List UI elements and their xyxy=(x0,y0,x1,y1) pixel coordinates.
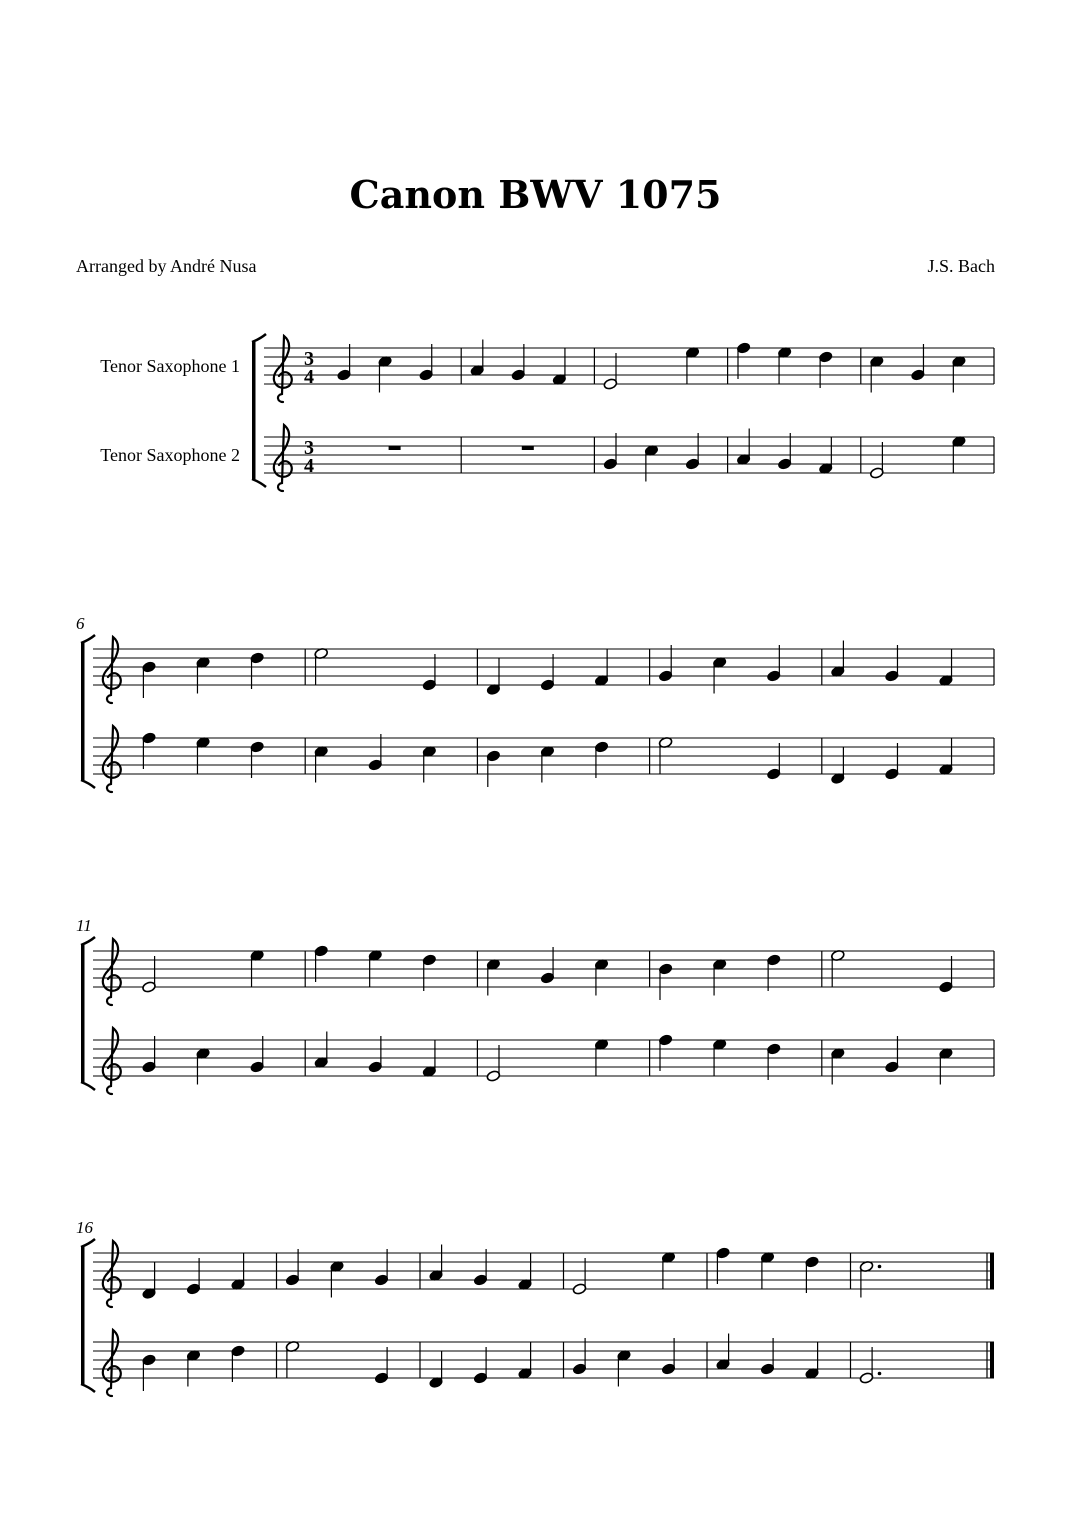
instrument-name: Tenor Saxophone 2 xyxy=(100,445,240,465)
system-bracket xyxy=(252,342,256,479)
staff-1 xyxy=(93,637,994,703)
arranger-credit: Arranged by André Nusa xyxy=(76,256,257,276)
bracket-top-hook xyxy=(81,937,95,945)
bracket-top-hook xyxy=(81,635,95,643)
bracket-bottom-hook xyxy=(252,479,266,487)
system-bracket xyxy=(81,945,85,1082)
treble-clef-icon xyxy=(274,425,292,491)
whole-rest xyxy=(522,446,534,451)
measure-number: 6 xyxy=(76,614,85,633)
staff-2 xyxy=(93,1330,994,1396)
system-1 xyxy=(100,334,994,491)
treble-clef-icon xyxy=(274,336,292,402)
treble-clef-icon xyxy=(103,939,121,1005)
staff-1 xyxy=(100,336,994,402)
time-signature-bottom: 4 xyxy=(304,366,314,388)
bracket-top-hook xyxy=(81,1239,95,1247)
system-3 xyxy=(76,916,994,1094)
system-4 xyxy=(76,1218,994,1396)
treble-clef-icon xyxy=(103,1028,121,1094)
staff-2 xyxy=(93,1028,994,1094)
bracket-bottom-hook xyxy=(81,780,95,788)
staff-2 xyxy=(93,726,994,792)
dot xyxy=(878,1265,882,1269)
bracket-bottom-hook xyxy=(81,1384,95,1392)
staff-1 xyxy=(93,1241,994,1307)
dot xyxy=(878,1372,882,1376)
treble-clef-icon xyxy=(103,1330,121,1396)
measure-number: 11 xyxy=(76,916,92,935)
treble-clef-icon xyxy=(103,637,121,703)
score-title: Canon BWV 1075 xyxy=(349,172,722,217)
measure-number: 16 xyxy=(76,1218,93,1237)
time-signature-top: 3 xyxy=(304,437,314,459)
time-signature-bottom: 4 xyxy=(304,455,314,477)
instrument-name: Tenor Saxophone 1 xyxy=(100,356,240,376)
system-bracket xyxy=(81,1247,85,1384)
time-signature-top: 3 xyxy=(304,348,314,370)
final-barline-thick xyxy=(990,1253,994,1289)
staff-1 xyxy=(93,939,994,1005)
system-2 xyxy=(76,614,994,792)
staff-2 xyxy=(100,425,994,491)
treble-clef-icon xyxy=(103,726,121,792)
bracket-top-hook xyxy=(252,334,266,342)
treble-clef-icon xyxy=(103,1241,121,1307)
composer-credit: J.S. Bach xyxy=(927,256,995,276)
system-bracket xyxy=(81,643,85,780)
whole-rest xyxy=(389,446,401,451)
final-barline-thick xyxy=(990,1342,994,1378)
bracket-bottom-hook xyxy=(81,1082,95,1090)
